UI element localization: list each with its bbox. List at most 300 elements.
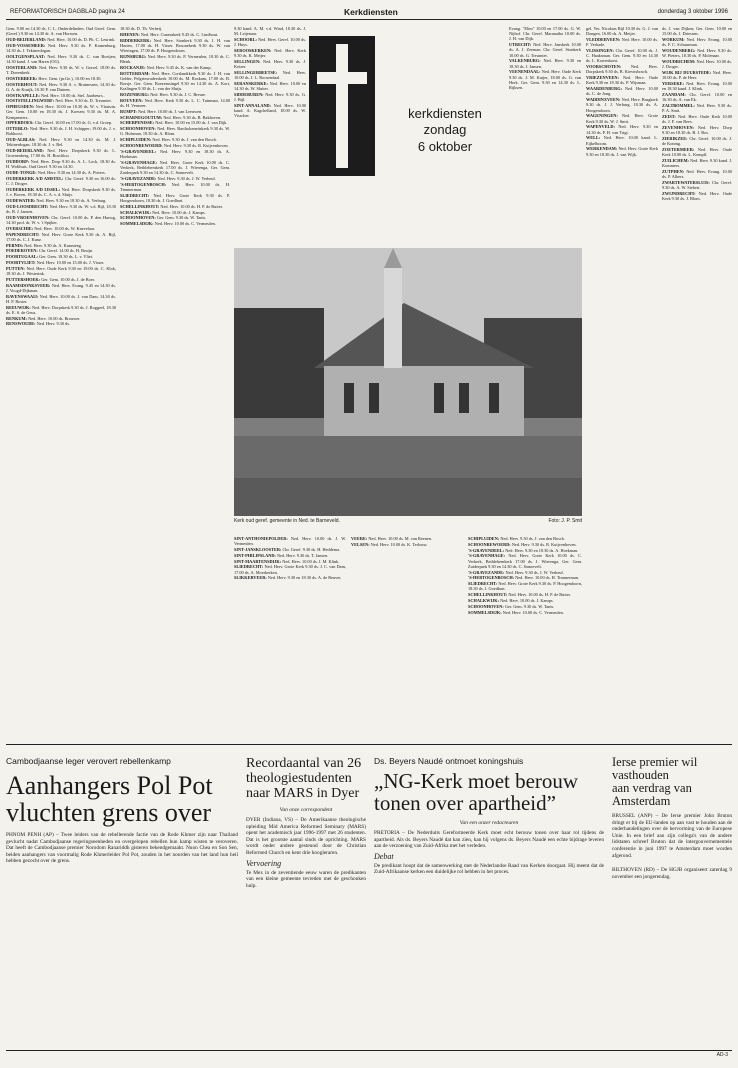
listing-services: Ned. Herv. 9.30 ds. W. v. Gorsel, 18.00 ds. T. Duvenkerk. <box>6 64 116 75</box>
listing-place: OUD-VROENHOVEN: <box>6 214 52 220</box>
listing-services: Ned. Herv. 9.30 en 18.30 ds. A. Hoekman. <box>505 547 579 553</box>
listing-entry <box>6 148 116 158</box>
listing-entry <box>586 26 658 36</box>
story-2-body: DYER (Indiana, VS) – De Amerikaanse theologische opleiding Mid America Reformed Seminary (MARS) opent het academisch jaar 1996-1997 met 26 studenten. Dat is het grootste aantal sinds de oprichting. MARS wordt onder andere gesteund door de Christian Reformed Church en kent drie hoogleraren. <box>246 817 366 856</box>
listing-entry <box>6 226 116 231</box>
listing-services: ds. J. van Dijken; Ger. Gem. 10.00 en 15.00 ds. J. Driessen. <box>662 26 732 37</box>
photo-credit: Foto: J. P. Smit <box>548 518 582 524</box>
listing-entry <box>234 559 346 564</box>
listing-entry <box>662 136 732 146</box>
listing-services: Ned. Herv. 9.30 kand. J. Kommers. <box>662 158 732 169</box>
listing-entry <box>6 294 116 304</box>
listing-services: Ned. Herv. 9.30 A. v. Bruinessen, 14.30 ds. G. A. de Kruijk, 10.30 P. van Duinen. <box>6 81 116 92</box>
listing-entry <box>468 536 582 541</box>
listing-services: Ned. Herv. 10.00 ds. M. van Reenen. <box>368 536 432 541</box>
listing-place: POORTVLIET: <box>6 259 37 265</box>
listing-services: Ned. Herv. Oude Kerk 9.30 ds. J. Blom. <box>662 191 732 202</box>
listing-place: SINT-ANNALAND: <box>234 103 274 108</box>
listing-entry <box>586 86 658 96</box>
listing-entry <box>6 316 116 321</box>
listing-services: Ned. Herv. 9.30 ds. G. J. Bijl. <box>234 92 306 103</box>
feature-title-line-2: zondag <box>423 122 467 137</box>
listing-place: PUTTERSHOEK: <box>6 276 42 282</box>
listing-entry <box>6 254 116 259</box>
listing-entry <box>6 187 116 197</box>
listing-place: SCHELLINKHOUT: <box>120 203 161 209</box>
listing-entry <box>6 26 116 36</box>
header-date: donderdag 3 oktober 1996 <box>657 9 728 15</box>
story-3-headline: „NG-Kerk moet berouw tonen over apartheid” <box>374 769 579 815</box>
listing-place: SCHOONHOVEN: <box>120 215 157 221</box>
listing-services: Ned. Herv. 9.30 ds. J. C. Breure. <box>150 92 207 97</box>
listing-place: ZALTBOMMEL: <box>662 103 697 108</box>
listing-services: Ned. Herv. Grote Kerk 10.00 ds. C. Verkerk, Bethlehemkerk 17.00 ds. J. Wierenga, Ger. Gem. Zuiderpark 9.30 en 14.30 ds. C. Sonnevelt. <box>120 159 230 176</box>
listing-place: SCHELLINKHOUT: <box>468 592 509 598</box>
listing-services: Ned. Herv. 10.00 kand. A. Kagchelland, 18.00 ds. W. Visscher. <box>234 103 306 119</box>
listing-services: Ned. Herv. 9.30 ds. W. Pieters, 18.30 ds. P. Molenaar. <box>662 48 732 59</box>
listing-entry <box>586 75 658 85</box>
listing-place: ZWIJNDRECHT: <box>662 191 699 196</box>
listing-place: ROTTERDAM: <box>120 70 152 76</box>
listing-services: Ned. Herv. 10.00 ds. C. Vermeulen. <box>502 609 564 615</box>
listing-column-6 <box>662 26 732 741</box>
cross-vertical-bar <box>336 44 348 168</box>
listing-services: Ned. Herv. 9.30 ds. J. W. Verheul. <box>505 569 564 575</box>
listing-services: Chr. Geref. 9.30 ds. H. Heddema. <box>282 547 341 552</box>
listing-services: Ned. Herv. 10.00 ds. J. Droger. <box>662 59 732 70</box>
story-2-byline: Van onze correspondent <box>279 807 333 813</box>
listing-services: Ned. Herv. 10.00 ds. J. W. Vermeulen. <box>234 536 346 547</box>
listing-entry <box>6 170 116 175</box>
listing-services: Ned. Herv. Kerk 9.30 ds. K. Meijer. <box>234 48 306 59</box>
listing-entry <box>234 81 306 91</box>
listing-place: WAPENVELD: <box>586 124 619 130</box>
listing-entry <box>6 76 116 81</box>
listing-entry <box>120 98 230 108</box>
listing-entry <box>234 26 306 36</box>
listing-services: Ned. Herv. 9.30 en 14.30 ds. M. J. Tekinerdogan, 18.30 ds. J. v. Bel. <box>6 137 116 148</box>
listing-entry <box>586 64 658 74</box>
listing-services: Ned. Herv. 9.30 ds. B. Bakhoven. <box>163 114 222 120</box>
listing-entry <box>6 93 116 98</box>
listing-entry <box>6 159 116 169</box>
story-3-subhead: Debat <box>374 851 394 861</box>
listing-place: SIDDEBUREN: <box>234 92 266 97</box>
listing-place: YERSEKE: <box>662 81 687 86</box>
listing-services: Ned. Herv. 10.00 ds. Brouwer. <box>28 315 81 321</box>
listing-services: Ned. Herv. Dorp 9.30 en 18.30 ds. B. J. Bos. <box>662 125 732 136</box>
listing-column-4-lower <box>351 536 463 741</box>
header-section-title: Kerkdiensten <box>344 7 398 17</box>
story-mars <box>246 756 366 889</box>
listing-services: Ned. Herv. 9.30 en 18.30 ds. J. Jansen. <box>509 58 581 69</box>
listing-place: ZEIST: <box>662 114 678 119</box>
listing-place: OUDDORP: <box>6 159 31 165</box>
listing-place: OOLTGENSPLAAT: <box>6 53 48 59</box>
listing-place: OOSTERBEEK: <box>6 75 39 81</box>
listing-entry <box>6 248 116 253</box>
listing-place: OOSTERLAND: <box>6 64 40 70</box>
listing-place: OUDERKERK A/D IJSSEL: <box>6 186 62 192</box>
listing-entry <box>234 575 346 580</box>
listing-place: SOMMELSDIJK: <box>120 221 155 227</box>
listing-entry <box>662 169 732 179</box>
listing-entry <box>6 37 116 42</box>
listing-services: Ned. Herv. 10.00 kand. L. Eijkelboom. <box>586 135 658 146</box>
listing-place: ZIERIKZEE: <box>662 136 690 141</box>
listing-place: 'S-GRAVEZANDE: <box>468 569 506 575</box>
listing-services: Ned. Herv. 9.30 en 14.30 ds. A. Pieters. <box>37 170 106 176</box>
listing-services: Ned. Herv. Grote Kerk 9.30 en 18.30 ds. J. van Wijk. <box>586 146 658 157</box>
listing-place: SERANSKERKE: <box>234 81 270 86</box>
listing-services: Ned. Herv. Bartholomeüskerk 9.30 ds. W. G. Hulsman, 18.30 ds. A. Blom. <box>120 126 230 137</box>
listing-services: Ned. Herv. 10.00 ds. J. Kamps. <box>152 209 206 215</box>
listing-place: VEENENDAAL: <box>509 69 542 75</box>
listing-place: OOSTSTELLINGWERF: <box>6 98 56 104</box>
listing-entry <box>6 104 116 120</box>
listing-services: Ned. Herv. 9.30 en 18.30 ds. A. Verburg. <box>36 197 107 203</box>
listing-services: Chr. Geref. 10.00 ds. J. de Koning. <box>662 136 732 147</box>
listing-entry <box>6 215 116 225</box>
story-ireland <box>612 756 732 880</box>
listing-services: Ned. Herv. Oude Kerk 9.30 ds. J. M. Kuijer, 18.00 ds. G. van Herk. Ger. Gem. 9.30 en 14.30 ds. L. Rijksen. <box>509 69 581 91</box>
listing-place: ZAANDAM: <box>662 92 690 97</box>
listing-entry <box>6 277 116 282</box>
stories-rule <box>6 744 732 745</box>
listing-column-3-lower <box>234 536 346 741</box>
listing-services: gel. Ver. Nicolaas Bijl 10.30 ds. G. J. van Dongen, 16.00 ds. A. Meijer. <box>586 26 658 37</box>
listing-place: UTRECHT: <box>509 42 534 48</box>
listing-place: WAGENINGEN: <box>586 113 623 119</box>
listing-services: Ned. Herv. 10.00 ds. J. L. Roosendaal. <box>234 70 306 81</box>
listing-services: Ned. Herv. 9.30 ds. J. van den Bosch. <box>152 137 217 143</box>
listing-column-5-lower <box>468 536 582 741</box>
feature-title-line-3: 6 oktober <box>417 139 473 154</box>
listing-place: SLIEDRECHT: <box>234 564 265 570</box>
listing-services: Ned. Herv. Dorp 9.30 ds. A. L. Lock, 18.30 ds. H. Wolthuis. Oud Geref. 9.30 en 14.30. <box>6 159 116 170</box>
story-4-headline-1: Ierse premier wil vasthouden <box>612 755 698 782</box>
listing-entry <box>6 305 116 315</box>
listing-column-5 <box>586 26 658 741</box>
listing-services: Chr. Geref. 14.00 ds. H. Bruijn. <box>38 248 94 254</box>
listing-place: VLEDDERVEEN: <box>586 37 622 42</box>
listing-services: Ned. Herv. Sionkerk 9.30 ds. J. H. van Harten, 17.00 ds. H. Visser. Bosonekerk 9.30 ds. W. van Wieringen, 17.00 ds. P. Hoogendoorn. <box>120 37 230 53</box>
listing-place: VRIEZENVEEN: <box>586 75 623 81</box>
listing-entry <box>6 82 116 92</box>
listing-entry <box>6 126 116 136</box>
listing-entry <box>6 266 116 276</box>
listing-place: OPPERDOES: <box>6 120 35 126</box>
listing-entry <box>234 48 306 58</box>
listing-place: RIDDERKERK: <box>120 37 154 43</box>
listing-services: Ned. Herv. Evang. 10.00 en 18.30 kand. J. Klink. <box>662 81 732 92</box>
listing-entry <box>120 26 230 31</box>
listing-services: Chr. Geref. 9.30 ds. A. W. Siebert. <box>662 180 732 191</box>
story-2-subhead: Vervoering <box>246 858 282 868</box>
listing-place: SELLINGERBEETSE: <box>234 70 283 75</box>
listing-place: SINT-MAARTENSDIJK: <box>234 558 283 564</box>
listing-entry <box>120 109 230 114</box>
listing-entry <box>586 37 658 47</box>
footer-rule <box>6 1050 732 1051</box>
listing-services: Ned. Herv. 9.30 ds. J. W. Verheul. <box>157 175 216 181</box>
listing-services: Ned. Herv. Evang. 9.45 en 14.30 ds. J. Voogd-Dijkman. <box>6 282 116 293</box>
listing-services: Ned. Herv. 9.30 ds. P. Kranenburg, 14.30 ds. J. Tekinerdogan. <box>6 42 116 53</box>
listing-entry <box>468 542 582 547</box>
listing-entry <box>468 548 582 553</box>
listing-place: SELLINGEN: <box>234 59 264 64</box>
listing-place: ROZENBURG: <box>120 92 151 97</box>
listing-services: Ned. Herv. 9.30 ds. C. van Boeijen; 14.30 kand. J. van Haren (OG). <box>6 53 116 64</box>
listing-services: Ger. Gem. 9.30 ds. W. Tanis. <box>156 215 207 221</box>
listing-entry <box>6 98 116 103</box>
story-3-body: PRETORIA – De Nederduits Gereformeerde Kerk moet echt berouw tonen over haar rol tijdens de apartheid. Als ds. Beyers Naudé dat kan zien, kan hij volgens ds. Beyers Naudé een echte bijdrage leveren aan de verzoening van Zuid-Afrika met het verleden. <box>374 830 604 850</box>
listing-entry <box>468 610 582 615</box>
listing-place: ROCKANJE: <box>120 64 147 70</box>
listing-entry <box>6 120 116 125</box>
listing-place: RAAMSDONKSVEER: <box>6 282 52 288</box>
listing-place: SCHOONREWOERD: <box>120 142 164 148</box>
listing-place: POORTUGAAL: <box>6 254 40 260</box>
listing-entry <box>586 135 658 145</box>
listing-place: OUD-VOSSEMEER: <box>6 42 48 48</box>
listing-services: Ned. Herv. Oude Kerk 10.00 ds. J. F. van Rees. <box>662 114 732 125</box>
listing-services: Ned. Herv. 9.30 ds. P. Vermeulen, 18.30 ds. C. Blenk. <box>120 53 230 64</box>
listing-entry <box>586 146 658 156</box>
listing-services: Ned. Herv. Evang. 10.00 ds. P. Albers. <box>662 169 732 180</box>
listing-place: OOSTKAPELLE: <box>6 92 41 98</box>
church-photo-illustration <box>234 248 582 516</box>
listing-services: Ned. Herv. Evang. 10.00 ds. F. C. Schuurman. <box>662 37 732 48</box>
listing-entry <box>234 70 306 80</box>
listing-entry <box>6 232 116 242</box>
listing-place: WORKUM: <box>662 37 687 42</box>
listing-services: Ned. Herv. 10.00 en 15.00 ds. J. van Dijk. <box>155 120 228 126</box>
listing-place: SCHALKWIJK: <box>468 597 501 603</box>
listing-services: Ned. Herv. Janskerk 10.00 ds. A. J. Zeeman. Chr. Geref. Sionkerk 10.00 ds. G. Treurniet. <box>509 42 581 58</box>
listing-place: OPHEUSDEN: <box>6 104 36 110</box>
listing-entry <box>120 92 230 97</box>
listing-entry <box>662 48 732 58</box>
listing-place: OOSTERHOUT: <box>6 81 40 87</box>
listing-entry <box>662 158 732 168</box>
listing-place: 'S-GRAVENDEEL: <box>120 148 160 154</box>
listing-entry <box>662 26 732 36</box>
listing-entry <box>586 124 658 134</box>
listing-column-2 <box>120 26 230 741</box>
listing-entry <box>509 69 581 90</box>
listing-entry <box>351 542 463 547</box>
listing-entry <box>234 103 306 119</box>
listing-entry <box>6 65 116 75</box>
listing-place: SINT-ANTHONIEPOLDER: <box>234 536 291 541</box>
listing-services: Ned. Herv. Dorpskerk 9.30 ds. B. Kievitsbosch. <box>586 64 658 75</box>
listing-services: 9.30 kand. A. M. v.d. Wind, 18.30 ds. J. M. Leijenaar. <box>234 26 306 37</box>
listing-services: Ned. Herv. Geref. 10.00 ds. J. Huys. <box>234 37 306 48</box>
listing-services: Ned. Herv. 9.30 ds. J. H. Schipper; 19.00 ds. J. v. Bokhorst. <box>6 126 116 137</box>
listing-place: SINT-JANSKLOOSTER: <box>234 547 283 552</box>
listing-entry <box>120 120 230 125</box>
story-3-byline: Van een onzer redacteuren <box>459 820 519 826</box>
listing-place: RENSWOUDE: <box>6 321 37 327</box>
listing-services: Ned. Herv. 10.00 ds. J. Kamps. <box>500 597 554 603</box>
listing-entry <box>120 182 230 192</box>
listing-entry <box>120 143 230 148</box>
listing-entry <box>468 553 582 569</box>
listing-entry <box>120 160 230 176</box>
listing-place: VELSEN: <box>351 541 371 547</box>
listing-entry <box>120 115 230 120</box>
listing-services: Ned. Herv. 9.30 en 18.30 ds. A. de Reuver. <box>267 575 342 581</box>
listing-services: Ned. Herv. 10.00 ds. J. van Dam, 14.30 ds. H. P. Rosier. <box>6 293 116 304</box>
listing-place: ROUVEEN: <box>120 97 145 103</box>
listing-entry <box>662 103 732 113</box>
listing-place: POEDEROYEN: <box>6 248 39 254</box>
listing-services: Ned. Herv. 10.00 en 18.30 ds. W. v. Vlastuin. Ger. Gem. 10.00 en 18.30 ds. J. Koesen; 9.30 ds. M. A. Kempeneers. <box>6 104 116 120</box>
listing-entry <box>6 176 116 186</box>
listing-entry <box>234 59 306 69</box>
listing-entry <box>120 38 230 54</box>
cross-horizontal-bar <box>317 72 367 84</box>
photo-caption <box>234 518 582 524</box>
listing-place: SLIKKERVEER: <box>234 575 268 581</box>
listing-entry <box>509 26 581 42</box>
listing-entry <box>6 321 116 326</box>
listing-entry <box>6 204 116 214</box>
listing-services: Ned. Herv. 9.30 en 14.30 ds. P. H. van Trigt. <box>586 124 658 135</box>
listing-place: 'S-GRAVENDEEL: <box>468 547 506 553</box>
listing-place: SCHALKWIJK: <box>120 209 153 215</box>
listing-entry <box>120 221 230 226</box>
listing-place: OVERSCHIE: <box>6 225 35 231</box>
listing-entry <box>662 125 732 135</box>
listing-entry <box>234 37 306 47</box>
header-paper-name: REFORMATORISCH DAGBLAD pagina 24 <box>10 9 125 15</box>
listing-place: SLIEDRECHT: <box>120 192 154 198</box>
listing-services: Ned. Herv. Grote Kerk 10.00 ds. C. Verkerk, Bethlehemkerk 17.00 ds. J. Wierenga, Ger. Gem. Zuiderpark 9.30 en 14.30 ds. C. Sonnevelt. <box>468 553 582 569</box>
listing-services: Ger. Gem. 9.30 ds. W. Tanis. <box>504 603 555 609</box>
listing-place: ZOETERMEER: <box>662 147 698 152</box>
listing-services: Ned. Herv. Grote Kerk 9.30 ds. W. J. Smit. <box>586 113 658 124</box>
listing-services: Chr. Geref. 10.00 en 16.30 ds. A. van Ek. <box>662 92 732 103</box>
listing-entry <box>120 149 230 159</box>
listing-place: VOORSCHOTEN: <box>586 64 631 70</box>
story-1-kicker: Cambodjaanse leger verovert rebellenkamp <box>6 756 171 766</box>
listing-services: Ned. Herv. 10.00 ds. D. Ph. C. Leurink. <box>47 37 116 42</box>
listing-place: SCHERPENISSE: <box>120 120 156 126</box>
listing-services: Ned. Herv. 9.30 ds. P. A. Smit. <box>662 103 732 114</box>
listing-place: OTTERLO: <box>6 126 30 132</box>
page-header <box>6 6 732 18</box>
listing-entry <box>662 180 732 190</box>
listing-place: PAPENDRECHT: <box>6 231 42 237</box>
listing-place: RHENEN: <box>120 31 141 37</box>
listing-entry <box>468 575 582 580</box>
listing-services: 18.30 ds. D. Th. Verheij. <box>120 26 163 31</box>
listing-services: Ned. Herv. 10.00 ds. H. P. de Ruiter. <box>160 203 223 209</box>
listing-place: OUD-BEIERLAND: <box>6 148 48 154</box>
listing-services: Ger. Gem. 10.00 ds. J. de Boer. <box>41 276 95 282</box>
listing-entry <box>234 547 346 552</box>
listing-entry <box>6 43 116 53</box>
listing-services: Ned. Herv. 10.00 ds. W. Knevelaar. <box>34 225 95 231</box>
story-4-note: BILTHOVEN (RD) – De HGJB organiseert zaterdag 9 november een jongerendag. <box>612 867 732 880</box>
listing-entry <box>120 215 230 220</box>
listing-services: Ned. Herv. Grote Kerk 9.30 ds. J. C. van Dam, 17.00 ds. A. Moerkerken. <box>234 564 346 575</box>
listing-services: Chr. Geref. 10.00 ds. P. den Hartog, 14.30 prof. dr. W. v. 't Spijker. <box>6 214 116 225</box>
listing-entry <box>509 42 581 58</box>
listing-place: OUDEWATER: <box>6 197 37 203</box>
listing-entry <box>468 604 582 609</box>
listing-entry <box>468 598 582 603</box>
listing-place: 'S-HERTOGENBOSCH: <box>120 181 172 187</box>
listing-services: Ned. Herv. Cortlandtkerk 9.30 ds. J. H. van Gelder, Pelgrimvaderskerk 10.00 ds. M. Roskam, 17.00 ds. B. Borsje. Ger. Gem. Boezemsingel 9.30 en 14.30 ds. A. Kort, Kralingen 9.30 ds. L. van der Sluijs. <box>120 70 230 92</box>
feature-title-line-1: kerkdiensten <box>408 106 482 121</box>
listing-services: Ned. Herv. Grote Kerk 9.30 ds. A. Bijl, 17.00 ds. C. J. Kunz. <box>6 231 116 242</box>
listing-entry <box>120 210 230 215</box>
listing-entry <box>120 126 230 136</box>
story-3-body-2: De predikant hoopt dat de samenwerking met de Nederlandse Raad van Kerken doorgaat. Hij meent dat de Zuid-Afrikaanse kerken een duidelijke rol hebben in het proces. <box>374 862 604 876</box>
listing-place: SCHOONHOVEN: <box>120 126 158 132</box>
listing-services: Ned. Herv. Oude Kerk 9.30 en 19.00 ds. C. Klok, 18.30 ds. J. Westerink. <box>6 265 116 276</box>
listing-place: SCHIPLUIDEN: <box>120 137 153 143</box>
listing-place: SINT-PHILIPSLAND: <box>234 552 277 558</box>
listing-entry <box>662 81 732 91</box>
listing-entry <box>6 54 116 64</box>
listing-entry <box>120 193 230 203</box>
listing-entry <box>120 137 230 142</box>
listing-place: PERNIS: <box>6 242 25 248</box>
listing-entry <box>120 54 230 64</box>
listing-place: VALKENBURG: <box>509 58 544 64</box>
listing-services: Ned. Herv. 10.00 ds. P. de Heer. <box>662 70 732 81</box>
listing-services: Ned. Herv. Brugkerk 9.30 ds. J. J. Verburg, 18.30 ds. A. Hoogendoorn. <box>586 97 658 113</box>
listing-place: VEERE: <box>351 536 369 541</box>
listing-entry <box>662 114 732 124</box>
listing-entry <box>662 70 732 80</box>
listing-place: OUD-BEIJERLAND: <box>6 37 48 42</box>
listing-place: ZEVENHOVEN: <box>662 125 698 130</box>
listing-place: REEUWIJK: <box>6 304 32 310</box>
listing-entry <box>6 283 116 293</box>
listing-services: Ned. Herv. 9.30 en 18.30 ds. A. Hoekman. <box>120 148 230 159</box>
listing-entry <box>662 191 732 201</box>
listing-entry <box>120 176 230 181</box>
listing-services: Ned. Herv. Dorpskerk 9.30 ds. J. v. Boven, 18.30 ds. C. A. v. d. Sluijs. <box>6 186 116 198</box>
listing-entry <box>120 65 230 70</box>
listing-place: WADDINXVEEN: <box>586 97 622 103</box>
cross-logo <box>309 36 375 176</box>
story-4-headline-2: aan verdrag van Amsterdam <box>612 781 692 808</box>
listing-entry <box>6 260 116 265</box>
listing-entry <box>586 97 658 113</box>
listing-entry <box>6 137 116 147</box>
listing-place: RAVENSWAAIJ: <box>6 293 40 299</box>
listing-services: Ned. Herv. 10.00 en 15.00 ds. J. Visser. <box>36 259 105 265</box>
listing-services: Ned. Herv. Dorpskerk 9.30 ds. J. Roggeel, 18.30 ds. E. S. de Geus. <box>6 304 116 315</box>
listing-place: OUD-ALBLAS: <box>6 137 40 143</box>
listing-services: Ned. Herv. 9.30 ds. <box>36 321 70 327</box>
listing-services: Ned. Herv. 10.00 ds. C. de Jong. <box>586 86 658 97</box>
listing-place: SCHIPLUIDEN: <box>468 536 501 541</box>
listing-place: SCHOONREWOERD: <box>468 541 512 547</box>
footer-code: AD-3 <box>716 1052 728 1058</box>
listing-services: Ned. Herv. 10.00 ds. J. M. Klink. <box>282 558 340 564</box>
listing-services: Ned. Herv. Cunerakerk 9.45 ds. C. Lindhout. <box>140 31 219 37</box>
listing-place: 'S-GRAVENHAGE: <box>120 159 160 165</box>
listing-place: SCHOONHOVEN: <box>468 603 505 609</box>
listing-entry <box>234 536 346 546</box>
